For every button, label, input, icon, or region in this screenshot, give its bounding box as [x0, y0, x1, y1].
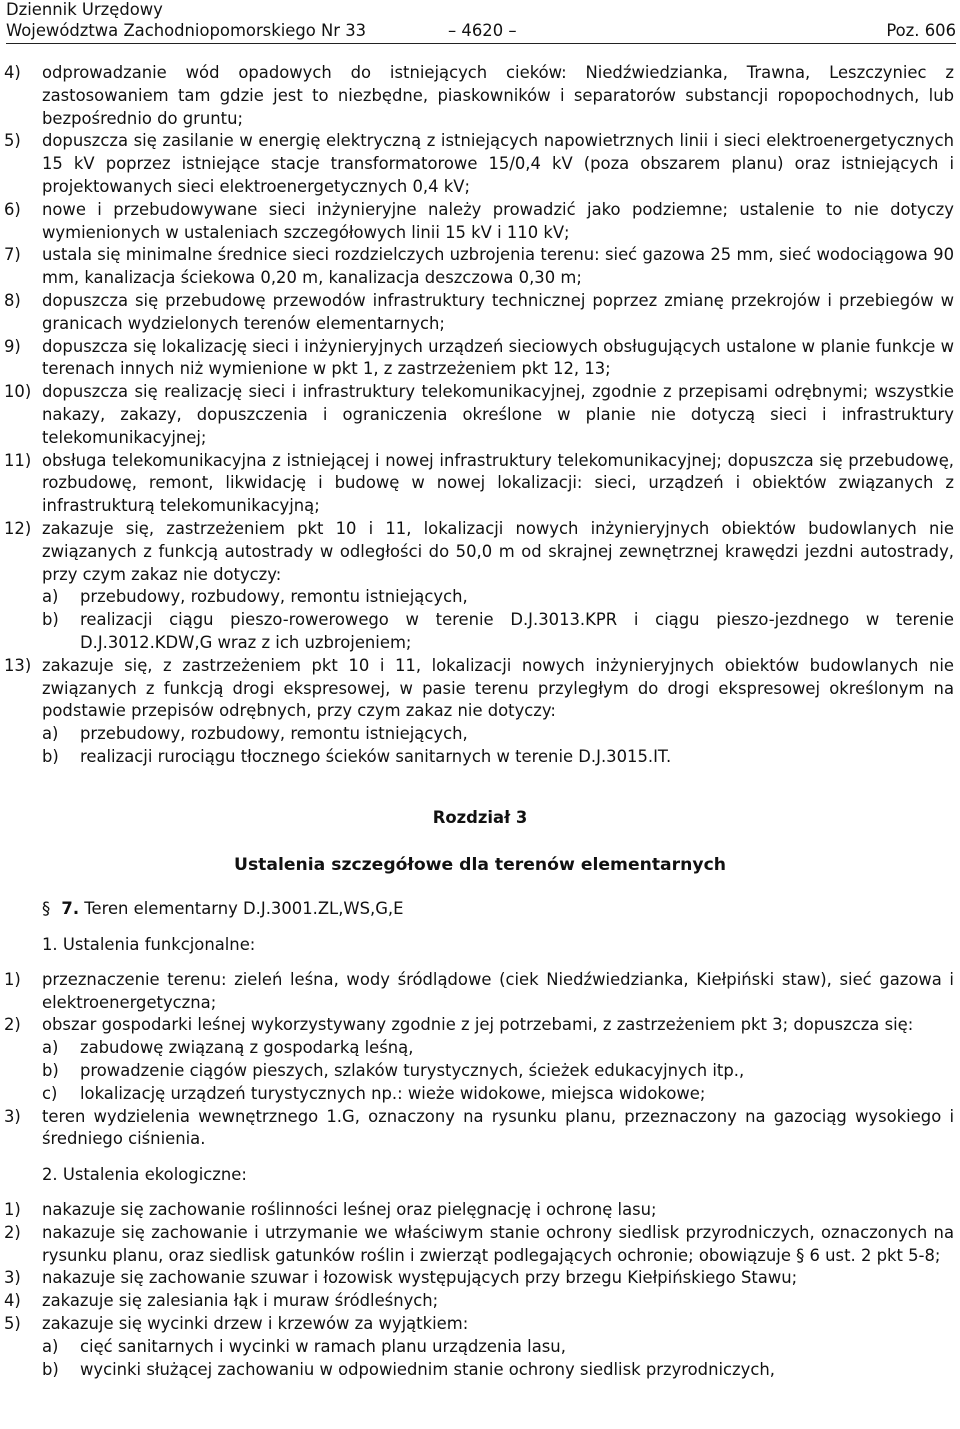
chapter-title: Ustalenia szczegółowe dla terenów elementarnych	[233, 854, 726, 875]
list-item	[0, 130, 960, 198]
list-item	[0, 1199, 960, 1222]
sub-item-text: realizacji rurociągu tłocznego ścieków sanitarnych w terenie D.J.3015.IT.	[80, 746, 672, 766]
list-item	[0, 969, 960, 1015]
item-number: 12)	[4, 518, 32, 538]
item-number: 3)	[4, 1268, 21, 1288]
item-text: ustala się minimalne średnice sieci rozdzielczych uzbrojenia terenu: sieć gazowa 25 mm, sieć wodociągowa 90 mm, kanalizacja ściekowa 0,20 m, kanalizacja deszczowa 0,30 m;	[42, 245, 954, 288]
sub-item-text: cięć sanitarnych i wycinki w ramach planu urządzenia lasu,	[80, 1336, 566, 1356]
paragraph-number: 7.	[61, 899, 80, 919]
sub-item	[0, 723, 960, 746]
item-number: 4)	[4, 63, 21, 82]
item-number: 13)	[4, 655, 32, 675]
item-text: nowe i przebudowywane sieci inżynieryjne należy prowadzić jako podziemne; ustalenie to nie dotyczy wymienionych w ustaleniach szczegółowych linii 15 kV i 110 kV;	[42, 199, 954, 242]
item-text: nakazuje się zachowanie roślinności leśnej oraz pielęgnację i ochronę lasu;	[42, 1200, 657, 1220]
item-text: dopuszcza się zasilanie w energię elektryczną z istniejących napowietrznych linii i sieci elektroenergetycznych 15 kV poprzez istniejące stacje transformatorowe 15/0,4 kV (poza obszarem planu) oraz istniejących i projektowanych sieci elektroenergetycznych 0,4 kV;	[42, 131, 954, 196]
item-number: 5)	[4, 131, 21, 151]
item-text: dopuszcza się lokalizację sieci i inżynieryjnych urządzeń sieciowych obsługujących ustalone w planie funkcje w terenach innych niż wymienione w pkt 1, z zastrzeżeniem pkt 12, 13;	[42, 336, 954, 379]
item-text: obszar gospodarki leśnej wykorzystywany zgodnie z jej potrzebami, z zastrzeżeniem pkt 3; dopuszcza się:	[42, 1015, 914, 1035]
item-text: zakazuje się zalesiania łąk i muraw śródleśnych;	[42, 1291, 439, 1311]
list-item	[0, 518, 960, 586]
sub-item-letter: a)	[42, 587, 59, 607]
item-text: teren wydzielenia wewnętrznego 1.G, oznaczony na rysunku planu, przeznaczony na gazociąg wysokiego i średniego ciśnienia.	[42, 1106, 954, 1149]
sub-item-text: zabudowę związaną z gospodarką leśną,	[80, 1038, 414, 1058]
sub-item-letter: b)	[42, 1359, 59, 1379]
item-text: zakazuje się, z zastrzeżeniem pkt 10 i 11, lokalizacji nowych inżynieryjnych obiektów budowlanych nie związanych z funkcją drogi ekspresowej, w pasie terenu przyległym do drogi ekspresowej określonym na podstawie przepisów odrębnych, przy czym zakaz nie dotyczy:	[42, 655, 954, 721]
list-item	[0, 655, 960, 723]
sub-item	[0, 1359, 960, 1382]
list-item	[0, 244, 960, 290]
section1-list	[0, 969, 960, 1151]
sub-item-letter: a)	[42, 1336, 59, 1356]
sub-item-letter: b)	[42, 1061, 59, 1081]
sub-item-letter: b)	[42, 610, 59, 630]
header-rule	[6, 43, 956, 44]
sub-item	[0, 1336, 960, 1359]
paragraph-heading	[0, 898, 960, 921]
paragraph-sign: §	[42, 899, 51, 919]
item-text: zakazuje się, zastrzeżeniem pkt 10 i 11, lokalizacji nowych inżynieryjnych obiektów budowlanych nie związanych z funkcją autostrady w odległości do 50,0 m od skrajnej zewnętrznej krawędzi jezdni autostrady, przy czym zakaz nie dotyczy:	[42, 518, 954, 584]
item-text: nakazuje się zachowanie i utrzymanie we właściwym stanie ochrony siedlisk przyrodniczych, oznaczonych na rysunku planu, oraz siedlisk gatunków roślin i zwierząt podlegających ochronie; obowiązuje § 6 ust. 2 pkt 5-8;	[42, 1222, 954, 1265]
item-text: nakazuje się zachowanie szuwar i łozowisk występujących przy brzegu Kiełpińskiego Stawu;	[42, 1268, 798, 1288]
item-number: 6)	[4, 199, 21, 219]
page-header	[6, 0, 956, 44]
sub-item	[0, 1083, 960, 1106]
item-number: 10)	[4, 382, 32, 402]
journal-title: Dziennik Urzędowy	[6, 0, 163, 19]
item-number: 8)	[4, 290, 21, 310]
paragraph-title: Teren elementarny D.J.3001.ZL,WS,G,E	[84, 899, 404, 919]
sub-item-letter: c)	[42, 1083, 58, 1103]
sub-item-text: prowadzenie ciągów pieszych, szlaków turystycznych, ścieżek edukacyjnych itp.,	[80, 1061, 745, 1081]
list-item	[0, 336, 960, 382]
page-number: – 4620 –	[448, 21, 517, 40]
item-text: przeznaczenie terenu: zieleń leśna, wody śródlądowe (ciek Niedźwiedzianka, Kiełpiński staw), sieć gazowa i elektroenergetyczna;	[42, 969, 954, 1012]
sub-item	[0, 1037, 960, 1060]
list-item	[0, 290, 960, 336]
item-text: odprowadzanie wód opadowych do istniejących cieków: Niedźwiedzianka, Trawna, Leszczyniec z zastosowaniem tam gdzie jest to niezbędne, piaskowników i separatorów substancji ropopochodnych, lub bezpośrednio do gruntu;	[42, 63, 954, 128]
sub-item-text: przebudowy, rozbudowy, remontu istniejących,	[80, 724, 468, 744]
section2-heading: 2. Ustalenia ekologiczne:	[42, 1165, 247, 1185]
document-body	[0, 62, 960, 1381]
item-number: 2)	[4, 1015, 21, 1035]
list-item	[0, 381, 960, 449]
list-item	[0, 62, 960, 130]
position-number: Poz. 606	[886, 21, 956, 40]
item-number: 1)	[4, 969, 21, 989]
item-text: zakazuje się wycinki drzew i krzewów za wyjątkiem:	[42, 1314, 469, 1334]
sub-item	[0, 586, 960, 609]
item-number: 2)	[4, 1222, 21, 1242]
list-item	[0, 199, 960, 245]
sub-item-letter: b)	[42, 746, 59, 766]
item-number: 9)	[4, 336, 21, 356]
list-item	[0, 450, 960, 518]
item-number: 7)	[4, 245, 21, 265]
list-item	[0, 1222, 960, 1268]
list-item	[0, 1313, 960, 1336]
journal-subtitle: Województwa Zachodniopomorskiego Nr 33	[6, 21, 367, 40]
section2-list	[0, 1199, 960, 1381]
sub-item-text: wycinki służącej zachowaniu w odpowiednim stanie ochrony siedlisk przyrodniczych,	[80, 1359, 775, 1379]
list-item	[0, 1267, 960, 1290]
continued-list	[0, 62, 960, 769]
section1-heading: 1. Ustalenia funkcjonalne:	[42, 935, 256, 955]
list-item	[0, 1290, 960, 1313]
item-number: 1)	[4, 1200, 21, 1220]
item-number: 11)	[4, 450, 32, 470]
sub-item-text: lokalizację urządzeń turystycznych np.: wieże widokowe, miejsca widokowe;	[80, 1083, 706, 1103]
item-number: 4)	[4, 1291, 21, 1311]
sub-item	[0, 609, 960, 655]
item-text: obsługa telekomunikacyjna z istniejącej i nowej infrastruktury telekomunikacyjnej; dopuszcza się przebudowę, rozbudowę, remont, likwidację i budowę w nowej lokalizacji: sieci, urządzeń i obiektów związanych z infrastrukturą telekomunikacyjną;	[42, 450, 954, 516]
list-item	[0, 1106, 960, 1152]
chapter-label: Rozdział 3	[432, 807, 528, 827]
sub-item	[0, 746, 960, 769]
sub-item-letter: a)	[42, 724, 59, 744]
item-text: dopuszcza się realizację sieci i infrastruktury telekomunikacyjnej, zgodnie z przepisami odrębnymi; wszystkie nakazy, zakazy, dopuszczenia i ograniczenia określone w planie nie dotyczą sieci i infrastruktury telekomunikacyjnej;	[42, 382, 954, 447]
item-text: dopuszcza się przebudowę przewodów infrastruktury technicznej poprzez zmianę przekrojów i przebiegów w granicach wydzielonych terenów elementarnych;	[42, 290, 954, 333]
sub-item-text: przebudowy, rozbudowy, remontu istniejących,	[80, 587, 468, 607]
list-item	[0, 1014, 960, 1037]
item-number: 3)	[4, 1106, 21, 1126]
item-number: 5)	[4, 1314, 21, 1334]
sub-item-letter: a)	[42, 1038, 59, 1058]
sub-item-text: realizacji ciągu pieszo-rowerowego w terenie D.J.3013.KPR i ciągu pieszo-jezdnego w terenie D.J.3012.KDW,G wraz z ich uzbrojeniem;	[80, 610, 954, 652]
sub-item	[0, 1060, 960, 1083]
